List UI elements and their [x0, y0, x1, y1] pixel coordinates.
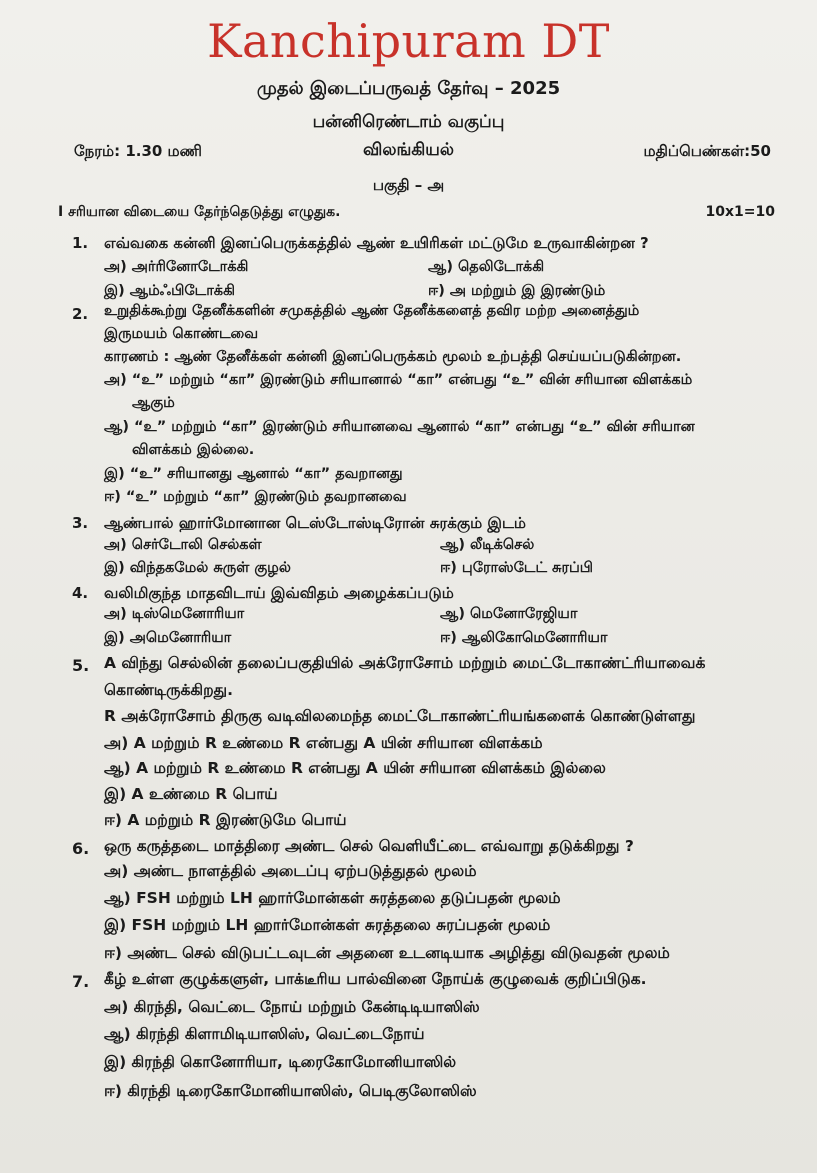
option-d: ஈ) கிரந்தி டிரைகோமோனியாஸிஸ், பெடிகுலோஸிஸ் — [104, 1082, 477, 1100]
question-number: 3. — [72, 514, 89, 532]
exam-title: முதல் இடைப்பருவத் தேர்வு – 2025 — [256, 78, 561, 99]
option-b: ஆ) “உ” மற்றும் “கா” இரண்டும் சரியானவை ஆனால் “கா” என்பது “உ” வின் சரியான — [104, 419, 695, 435]
section-score: 10x1=10 — [705, 204, 775, 220]
option-a: அ) A மற்றும் R உண்மை R என்பது A யின் சரியான விளக்கம் — [104, 734, 543, 752]
question-number: 7. — [72, 972, 90, 991]
option-c: இ) A உண்மை R பொய் — [104, 785, 278, 803]
question-text: வலிமிகுந்த மாதவிடாய் இவ்விதம் அழைக்கப்படும் — [104, 584, 454, 602]
option-b: ஆ) தெலிடோக்கி — [428, 259, 545, 275]
option-c: இ) “உ” சரியானது ஆனால் “கா” தவறானது — [104, 466, 403, 482]
option-a: அ) டிஸ்மெனோரியா — [104, 606, 245, 622]
reason-text: R அக்ரோசோம் திருகு வடிவிலமைந்த மைட்டோகாண்ட்ரியங்களைக் கொண்டுள்ளது — [104, 707, 696, 725]
option-d: ஈ) புரோஸ்டேட் சுரப்பி — [440, 560, 594, 576]
assertion-text-cont: கொண்டிருக்கிறது. — [104, 681, 233, 699]
question-text: எவ்வகை கன்னி இனப்பெருக்கத்தில் ஆண் உயிரிகள் மட்டுமே உருவாகின்றன ? — [104, 234, 649, 252]
option-d: ஈ) “உ” மற்றும் “கா” இரண்டும் தவறானவை — [104, 489, 407, 505]
assertion-text: A விந்து செல்லின் தலைப்பகுதியில் அக்ரோசோம் மற்றும் மைட்டோகாண்ட்ரியாவைக் — [104, 654, 706, 672]
option-c: இ) FSH மற்றும் LH ஹார்மோன்கள் சுரத்தலை சுரப்பதன் மூலம் — [104, 916, 551, 934]
question-text: கீழ் உள்ள குழுக்களுள், பாக்டீரிய பால்வினை நோய்க் குழுவைக் குறிப்பிடுக. — [104, 970, 647, 988]
section-title: பகுதி – அ — [372, 176, 445, 194]
option-d: ஈ) ஆலிகோமெனோரியா — [440, 630, 608, 646]
option-a: அ) “உ” மற்றும் “கா” இரண்டும் சரியானால் “கா” என்பது “உ” வின் சரியான விளக்கம் — [104, 372, 693, 388]
option-a: அ) அண்ட நாளத்தில் அடைப்பு ஏற்படுத்துதல் மூலம் — [104, 862, 477, 880]
question-text: ஆண்பால் ஹார்மோனான டெஸ்டோஸ்டிரோன் சுரக்கும் இடம் — [104, 514, 526, 532]
option-b-cont: விளக்கம் இல்லை. — [132, 442, 255, 458]
assertion-text-cont: இருமயம் கொண்டவை — [104, 326, 259, 342]
question-number: 4. — [72, 584, 89, 602]
option-a-cont: ஆகும் — [132, 395, 175, 411]
question-number: 6. — [72, 839, 90, 858]
instruction: I சரியான விடையை தேர்ந்தெடுத்து எழுதுக. — [58, 204, 341, 220]
option-a: அ) செர்டோலி செல்கள் — [104, 537, 262, 553]
option-d: ஈ) அண்ட செல் விடுபட்டவுடன் அதனை உடனடியாக அழித்து விடுவதன் மூலம் — [104, 944, 670, 962]
marks-label: மதிப்பெண்கள்:50 — [643, 142, 771, 160]
question-number: 5. — [72, 656, 90, 675]
option-b: ஆ) மெனோரேஜியா — [440, 606, 578, 622]
option-a: அ) அர்ரினோடோக்கி — [104, 259, 249, 275]
option-c: இ) அமெனோரியா — [104, 630, 232, 646]
question-number: 2. — [72, 305, 89, 323]
option-b: ஆ) லீடிக்செல் — [440, 537, 535, 553]
district-banner: Kanchipuram DT — [207, 14, 610, 68]
option-b: ஆ) A மற்றும் R உண்மை R என்பது A யின் சரியான விளக்கம் இல்லை — [104, 759, 606, 777]
option-c: இ) விந்தகமேல் சுருள் குழல் — [104, 560, 291, 576]
class-title: பன்னிரெண்டாம் வகுப்பு — [312, 112, 505, 132]
option-c: இ) கிரந்தி கொனோரியா, டிரைகோமோனியாஸில் — [104, 1053, 457, 1071]
option-b: ஆ) FSH மற்றும் LH ஹார்மோன்கள் சுரத்தலை தடுப்பதன் மூலம் — [104, 889, 561, 907]
question-text: ஒரு கருத்தடை மாத்திரை அண்ட செல் வெளியீட்டை எவ்வாறு தடுக்கிறது ? — [104, 837, 634, 855]
option-b: ஆ) கிரந்தி கிளாமிடியாஸிஸ், வெட்டைநோய் — [104, 1025, 425, 1043]
question-number: 1. — [72, 234, 89, 252]
option-d: ஈ) A மற்றும் R இரண்டுமே பொய் — [104, 811, 347, 829]
option-a: அ) கிரந்தி, வெட்டை நோய் மற்றும் கேன்டிடியாஸிஸ் — [104, 998, 480, 1016]
subject-title: விலங்கியல் — [363, 140, 454, 160]
time-label: நேரம்: 1.30 மணி — [74, 142, 202, 160]
reason-text: காரணம் : ஆண் தேனீக்கள் கன்னி இனப்பெருக்கம் மூலம் உற்பத்தி செய்யப்படுகின்றன. — [104, 349, 682, 365]
option-c: இ) ஆம்ஃபிடோக்கி — [104, 283, 235, 299]
assertion-text: உறுதிக்கூற்று தேனீக்களின் சமுகத்தில் ஆண் தேனீக்களைத் தவிர மற்ற அனைத்தும் — [104, 303, 640, 319]
option-d: ஈ) அ மற்றும் இ இரண்டும் — [428, 283, 606, 299]
